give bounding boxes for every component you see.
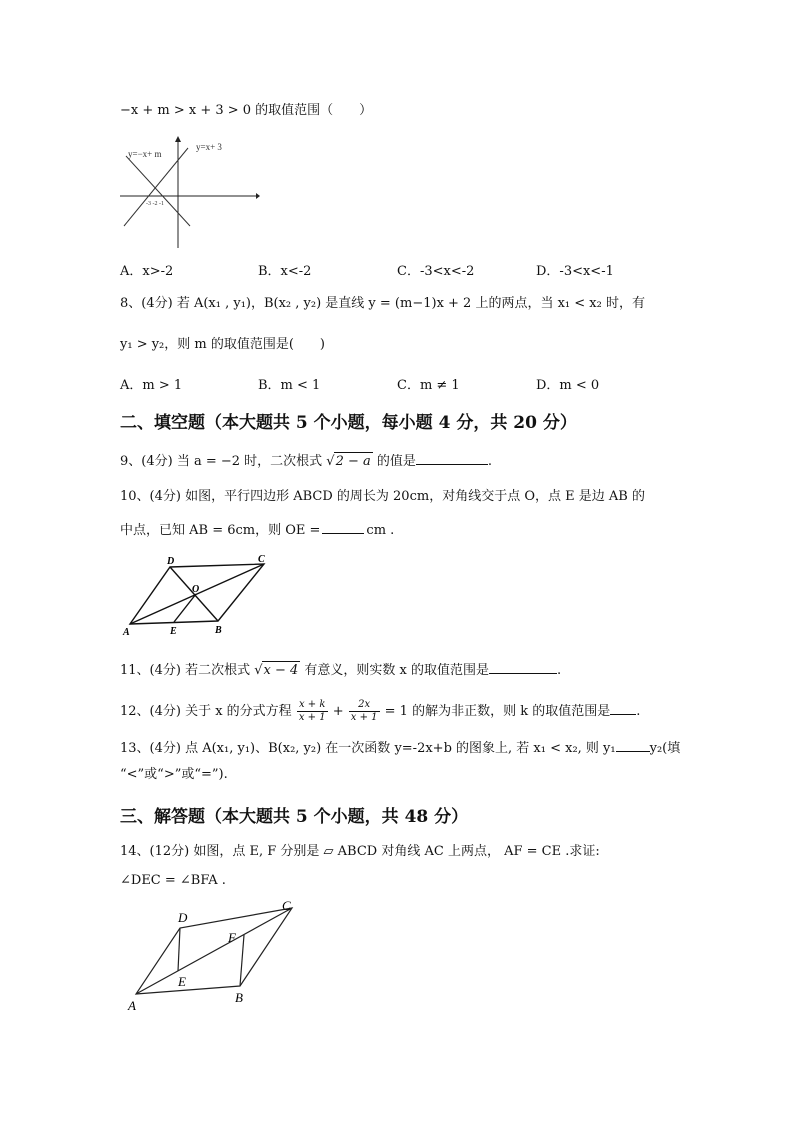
q9-stem bbox=[120, 451, 492, 471]
q7-line-neg bbox=[126, 156, 190, 226]
q7-option-d: D．-3<x<-1 bbox=[536, 264, 614, 279]
q13-line1-post: y₂(填 bbox=[649, 741, 681, 756]
q14-label-c: C bbox=[282, 898, 291, 913]
q14-label-b: B bbox=[235, 990, 243, 1005]
q7-stem: −x + m > x + 3 > 0 的取值范围（ ） bbox=[120, 103, 373, 118]
q7-x-arrow bbox=[256, 193, 260, 199]
q10-line2-pre: 中点，已知 AB = 6cm，则 OE = bbox=[120, 523, 321, 538]
q11-stem bbox=[120, 660, 561, 680]
q10-label-c: C bbox=[258, 554, 265, 565]
q14-line1: 14、(12分) 如图，点 E, F 分别是 ▱ ABCD 对角线 AC 上两点， AF = CE .求证: bbox=[120, 844, 600, 859]
q12-plus: + bbox=[328, 704, 348, 719]
q7-option-a: A．x>-2 bbox=[120, 264, 174, 279]
q9-end: . bbox=[487, 454, 493, 469]
q12-fraction-1 bbox=[297, 699, 328, 724]
q8-option-c: C．m ≠ 1 bbox=[397, 378, 460, 393]
q9-pre: 9、(4分) 当 a = −2 时，二次根式 bbox=[120, 454, 327, 469]
q14-segment-de bbox=[178, 928, 180, 971]
q14-line2: ∠DEC = ∠BFA . bbox=[120, 873, 226, 888]
section-3-title: 三、解答题（本大题共 5 个小题，共 48 分） bbox=[120, 807, 469, 827]
q14-diagonal-ac bbox=[136, 908, 292, 994]
q8-option-a: A．m > 1 bbox=[120, 378, 183, 393]
q9-sqrt-sign: √ bbox=[326, 454, 335, 469]
q12-pre: 12、(4分) 关于 x 的分式方程 bbox=[120, 704, 296, 719]
q9-post: 的值是 bbox=[372, 454, 416, 469]
q13-line1 bbox=[120, 738, 680, 758]
q7-label-pos: y=x+ 3 bbox=[196, 142, 222, 152]
q12-end: . bbox=[636, 704, 641, 719]
q13-answer-blank[interactable] bbox=[616, 738, 650, 752]
q10-figure bbox=[118, 552, 274, 642]
q11-answer-blank[interactable] bbox=[489, 660, 557, 674]
section-2-title: 二、填空题（本大题共 5 个小题，每小题 4 分，共 20 分） bbox=[120, 413, 577, 433]
q14-label-f: F bbox=[228, 930, 236, 945]
q10-label-b: B bbox=[215, 625, 222, 636]
q14-label-d: D bbox=[178, 910, 188, 925]
q8-stem-line2: y₁ > y₂，则 m 的取值范围是( ) bbox=[120, 337, 326, 352]
q7-ticks: -3 -2 -1 bbox=[146, 201, 164, 207]
q12-post: 的解为非正数，则 k 的取值范围是 bbox=[407, 704, 611, 719]
q12-answer-blank[interactable] bbox=[610, 701, 636, 715]
q7-option-c: C．-3<x<-2 bbox=[397, 264, 475, 279]
q10-line2-post: cm . bbox=[366, 523, 395, 538]
q11-post: 有意义，则实数 x 的取值范围是 bbox=[300, 663, 490, 678]
q10-label-e: E bbox=[170, 626, 177, 637]
q12-stem bbox=[120, 698, 640, 726]
q8-option-b: B．m < 1 bbox=[258, 378, 321, 393]
q8-option-d: D．m < 0 bbox=[536, 378, 600, 393]
q12-frac1-numerator: x + k bbox=[297, 699, 328, 712]
q11-sqrt-sign: √ bbox=[254, 663, 263, 678]
q11-pre: 11、(4分) 若二次根式 bbox=[120, 663, 255, 678]
q10-line2 bbox=[120, 520, 394, 540]
q10-line1: 10、(4分) 如图，平行四边形 ABCD 的周长为 20cm，对角线交于点 O，点 E 是边 AB 的 bbox=[120, 489, 645, 504]
q11-radicand: x − 4 bbox=[263, 663, 299, 678]
q7-graph bbox=[118, 136, 260, 250]
q12-frac1-denominator: x + 1 bbox=[298, 712, 326, 723]
q11-end: . bbox=[557, 663, 562, 678]
q10-label-o: O bbox=[192, 584, 200, 595]
q10-label-a: A bbox=[123, 627, 130, 638]
q9-answer-blank[interactable] bbox=[416, 451, 488, 465]
q14-label-a: A bbox=[128, 998, 136, 1013]
q7-option-b: B．x<-2 bbox=[258, 264, 312, 279]
q12-frac2-numerator: 2x bbox=[349, 699, 380, 712]
q10-segment-oe bbox=[174, 594, 196, 622]
q9-radicand: 2 − a bbox=[335, 454, 371, 469]
q13-line2: “<”或“>”或“=”). bbox=[120, 767, 228, 782]
q12-fraction-2 bbox=[349, 699, 380, 724]
q10-label-d: D bbox=[167, 556, 175, 567]
q10-answer-blank[interactable] bbox=[322, 520, 364, 534]
q14-label-e: E bbox=[178, 974, 186, 989]
q8-stem-line1: 8、(4分) 若 A(x₁ , y₁)，B(x₂ , y₂) 是直线 y = (m−1)x + 2 上的两点，当 x₁ < x₂ 时，有 bbox=[120, 296, 645, 311]
q14-figure bbox=[122, 898, 298, 1016]
q12-frac2-denominator: x + 1 bbox=[350, 712, 378, 723]
q12-equals: = 1 bbox=[380, 704, 408, 719]
q7-label-neg: y=−x+ m bbox=[128, 149, 162, 159]
q7-y-arrow bbox=[175, 136, 181, 142]
q13-line1-pre: 13、(4分) 点 A(x₁, y₁)、B(x₂, y₂) 在一次函数 y=-2x+b 的图象上, 若 x₁ < x₂, 则 y₁ bbox=[120, 741, 616, 756]
q14-segment-bf bbox=[240, 935, 244, 986]
